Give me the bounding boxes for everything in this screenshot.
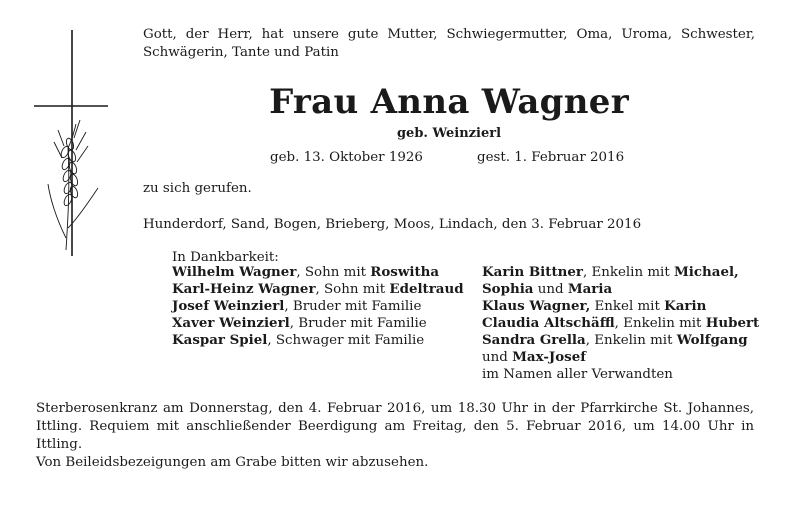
mourner-name: Kaspar Spiel <box>172 332 268 348</box>
deceased-name: Frau Anna Wagner <box>269 82 629 122</box>
mourner-relation: im Namen aller Verwandten <box>482 367 673 382</box>
mourner-name: Max-Josef <box>512 349 586 365</box>
mourner-relation: , Enkelin mit <box>582 265 674 280</box>
cross-with-wheat-icon <box>28 28 118 258</box>
mourner-line <box>482 366 767 383</box>
mourner-name: Sandra Grella <box>482 332 586 348</box>
mourner-name: Wilhelm Wagner <box>172 264 297 280</box>
mourner-name: Josef Weinzierl <box>172 298 285 314</box>
mourner-name: Roswitha <box>370 264 440 280</box>
mourner-relation: und <box>533 282 568 297</box>
wheat-ear-icon <box>48 120 98 250</box>
maiden-name: geb. Weinzierl <box>396 126 502 141</box>
mourner-line <box>482 281 767 298</box>
intro-line-2: Schwägerin, Tante und Patin <box>143 45 339 60</box>
intro-line-1: Gott, der Herr, hat unsere gute Mutter, Schwiegermutter, Oma, Uroma, Schwester, <box>143 27 755 42</box>
mourner-line <box>482 349 767 366</box>
mourner-relation: , Sohn mit <box>315 282 390 297</box>
thanks-heading: In Dankbarkeit: <box>172 250 279 265</box>
called-home-text: zu sich gerufen. <box>143 181 252 196</box>
condolences-paragraph: Von Beileidsbezeigungen am Grabe bitten wir abzusehen. <box>36 455 429 470</box>
intro-text <box>143 26 755 62</box>
mourner-relation: , Schwager mit Familie <box>267 333 425 348</box>
mourner-relation: , Enkelin mit <box>585 333 677 348</box>
mourner-line <box>482 315 767 332</box>
mourner-name: Karin Bittner <box>482 264 583 280</box>
mourner-relation: , Bruder mit Familie <box>284 299 422 314</box>
closing-text <box>36 400 754 472</box>
mourners-left-column <box>172 264 472 349</box>
mourner-line <box>482 332 767 349</box>
place-and-date: Hunderdorf, Sand, Bogen, Brieberg, Moos, Lindach, den 3. Februar 2016 <box>143 217 642 232</box>
mourner-line <box>172 281 472 298</box>
mourner-line <box>172 298 472 315</box>
mourner-line <box>482 264 767 281</box>
mourner-name: Sophia <box>482 281 534 297</box>
mourner-line <box>482 298 767 315</box>
mourner-name: Xaver Weinzierl <box>172 315 290 331</box>
mourner-relation: Enkel mit <box>590 299 665 314</box>
mourner-line <box>172 264 472 281</box>
birth-date: geb. 13. Oktober 1926 <box>270 150 423 165</box>
mourner-name: Klaus Wagner, <box>482 298 591 314</box>
mourner-name: Karin <box>664 298 707 314</box>
mourner-line <box>172 332 472 349</box>
mourner-relation: , Enkelin mit <box>614 316 706 331</box>
mourner-line <box>172 315 472 332</box>
mourner-name: Claudia Altschäffl <box>482 315 615 331</box>
mourner-relation: und <box>482 350 513 365</box>
cross-icon <box>34 30 108 256</box>
death-date: gest. 1. Februar 2016 <box>477 150 625 165</box>
mourner-name: Wolfgang <box>676 332 748 348</box>
rosary-paragraph: Sterberosenkranz am Donnerstag, den 4. Februar 2016, um 18.30 Uhr in der Pfarrkirche St. Johannes, Ittling. Requiem mit anschließender Beerdigung am Freitag, den 5. Februar 2016, um 14.00 Uhr in Ittling. <box>36 401 754 452</box>
mourner-name: Michael, <box>673 264 739 280</box>
mourner-name: Hubert <box>705 315 760 331</box>
mourners-right-column <box>482 264 767 383</box>
mourner-relation: , Bruder mit Familie <box>289 316 427 331</box>
mourner-relation: , Sohn mit <box>296 265 371 280</box>
mourner-name: Karl-Heinz Wagner <box>172 281 316 297</box>
mourner-name: Edeltraud <box>389 281 464 297</box>
mourner-name: Maria <box>567 281 613 297</box>
